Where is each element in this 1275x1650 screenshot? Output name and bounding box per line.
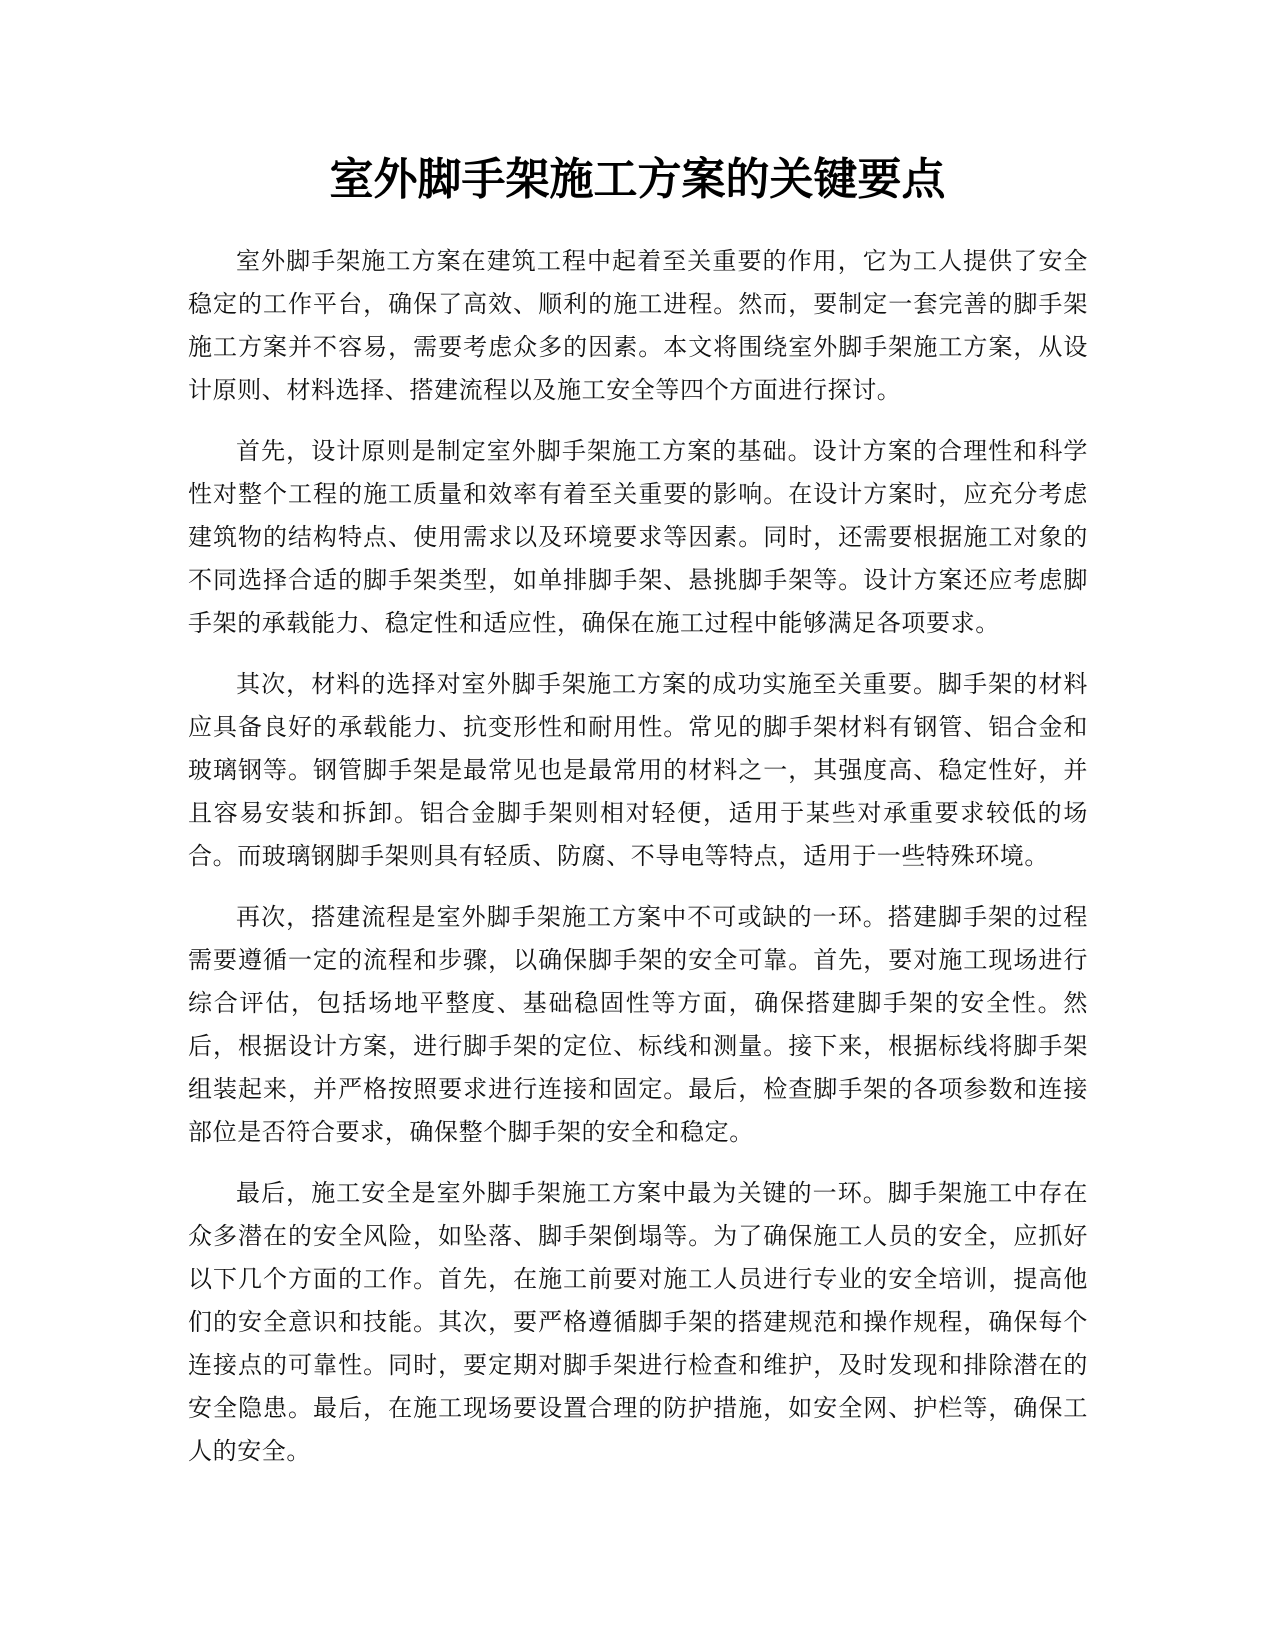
paragraph-material-selection: 其次，材料的选择对室外脚手架施工方案的成功实施至关重要。脚手架的材料应具备良好的承载能力、抗变形性和耐用性。常见的脚手架材料有钢管、铝合金和玻璃钢等。钢管脚手架是最常见也是最常用的材料之一，其强度高、稳定性好，并且容易安装和拆卸。铝合金脚手架则相对轻便，适用于某些对承重要求较低的场合。而玻璃钢脚手架则具有轻质、防腐、不导电等特点，适用于一些特殊环境。 [188, 670, 1088, 870]
document-body [188, 240, 1088, 1491]
paragraph-erection-process: 再次，搭建流程是室外脚手架施工方案中不可或缺的一环。搭建脚手架的过程需要遵循一定的流程和步骤，以确保脚手架的安全可靠。首先，要对施工现场进行综合评估，包括场地平整度、基础稳固性等方面，确保搭建脚手架的安全性。然后，根据设计方案，进行脚手架的定位、标线和测量。接下来，根据标线将脚手架组装起来，并严格按照要求进行连接和固定。最后，检查脚手架的各项参数和连接部位是否符合要求，确保整个脚手架的安全和稳定。 [188, 903, 1088, 1146]
paragraph-intro: 室外脚手架施工方案在建筑工程中起着至关重要的作用，它为工人提供了安全稳定的工作平台，确保了高效、顺利的施工进程。然而，要制定一套完善的脚手架施工方案并不容易，需要考虑众多的因素。本文将围绕室外脚手架施工方案，从设计原则、材料选择、搭建流程以及施工安全等四个方面进行探讨。 [188, 247, 1088, 404]
paragraph-construction-safety: 最后，施工安全是室外脚手架施工方案中最为关键的一环。脚手架施工中存在众多潜在的安全风险，如坠落、脚手架倒塌等。为了确保施工人员的安全，应抓好以下几个方面的工作。首先，在施工前要对施工人员进行专业的安全培训，提高他们的安全意识和技能。其次，要严格遵循脚手架的搭建规范和操作规程，确保每个连接点的可靠性。同时，要定期对脚手架进行检查和维护，及时发现和排除潜在的安全隐患。最后，在施工现场要设置合理的防护措施，如安全网、护栏等，确保工人的安全。 [188, 1179, 1088, 1465]
document-title: 室外脚手架施工方案的关键要点 [329, 154, 946, 205]
paragraph-design-principles: 首先，设计原则是制定室外脚手架施工方案的基础。设计方案的合理性和科学性对整个工程的施工质量和效率有着至关重要的影响。在设计方案时，应充分考虑建筑物的结构特点、使用需求以及环境要求等因素。同时，还需要根据施工对象的不同选择合适的脚手架类型，如单排脚手架、悬挑脚手架等。设计方案还应考虑脚手架的承载能力、稳定性和适应性，确保在施工过程中能够满足各项要求。 [188, 437, 1088, 637]
